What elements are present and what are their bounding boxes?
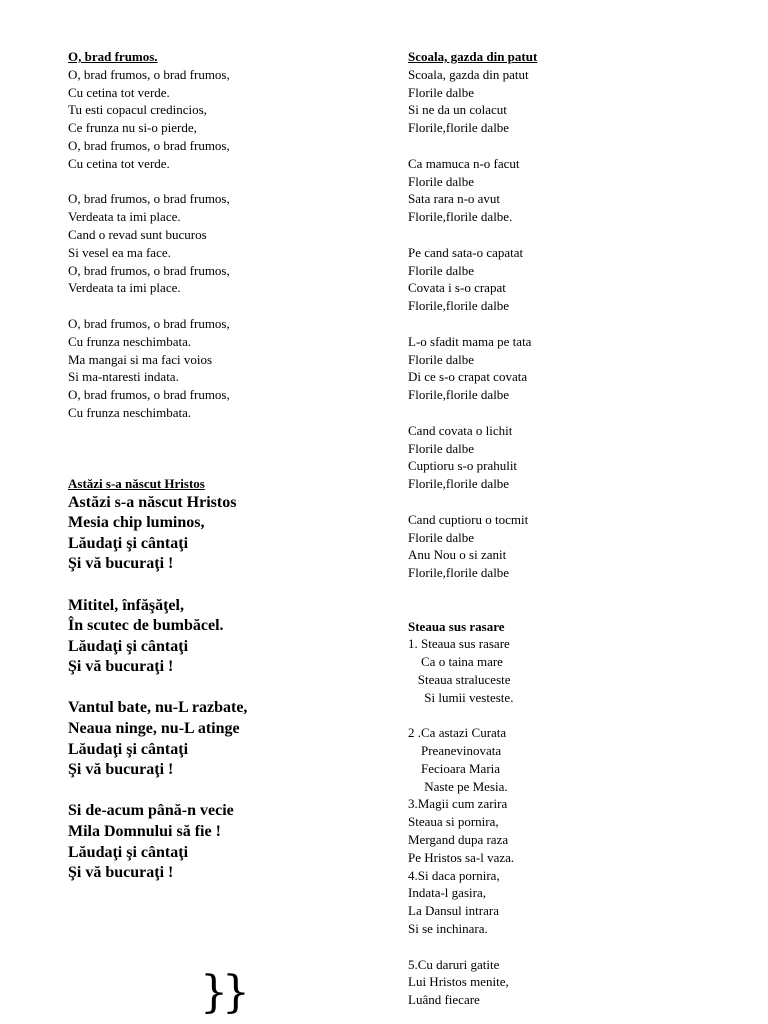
verse-line: Si ma-ntaresti indata.	[68, 369, 179, 385]
verse-line: 1. Steaua sus rasare	[408, 636, 510, 652]
stanza	[408, 511, 728, 582]
verse-line: Lăudaţi şi cântaţi	[68, 740, 189, 758]
verse-line: Şi vă bucuraţi !	[68, 658, 174, 676]
verse-line: Şi vă bucuraţi !	[68, 864, 174, 882]
verse-line: Florile,florile dalbe	[408, 120, 510, 136]
verse-line: Florile dalbe	[408, 440, 475, 456]
verse-line: Scoala, gazda din patut	[408, 66, 529, 82]
verse-line: Cand cuptioru o tocmit	[408, 511, 529, 527]
verse-line: Florile dalbe	[408, 529, 475, 545]
verse-line: Neaua ninge, nu-L atinge	[68, 720, 240, 738]
verse-line: O, brad frumos, o brad frumos,	[68, 315, 230, 331]
verse-line: Florile,florile dalbe	[408, 476, 510, 492]
stanza	[68, 190, 368, 297]
song-title: Scoala, gazda din patut	[408, 49, 538, 64]
verse-line: Steaua si pornira,	[408, 814, 499, 830]
stanza	[408, 724, 728, 938]
verse-line: Astăzi s-a născut Hristos	[68, 493, 237, 511]
song-title: Astăzi s-a născut Hristos	[68, 475, 205, 491]
verse-line: O, brad frumos, o brad frumos,	[68, 262, 230, 278]
verse-line: La Dansul intrara	[408, 903, 499, 919]
verse-line: Şi vă bucuraţi !	[68, 555, 174, 573]
verse-line: Verdeata ta imi place.	[68, 280, 181, 296]
stanza	[408, 66, 728, 137]
verse-line: Cu cetina tot verde.	[68, 155, 170, 171]
verse-line: L-o sfadit mama pe tata	[408, 333, 532, 349]
verse-line: Indata-l gasira,	[408, 885, 486, 901]
verse-line: Mititel, înfăşăţel,	[68, 596, 184, 614]
verse-line: O, brad frumos, o brad frumos,	[68, 387, 230, 403]
song-steaua-sus-rasare	[408, 618, 728, 1010]
verse-line: Vantul bate, nu-L razbate,	[68, 699, 248, 717]
stanza	[68, 801, 368, 883]
verse-line: O, brad frumos, o brad frumos,	[68, 137, 230, 153]
verse-line: Si se inchinara.	[408, 921, 488, 937]
verse-line: Cu frunza neschimbata.	[68, 333, 192, 349]
stanza	[68, 315, 368, 422]
stanza	[408, 635, 728, 706]
right-column	[408, 48, 728, 1009]
brace-marks: }}	[200, 967, 244, 1018]
verse-line: În scutec de bumbăcel.	[68, 617, 224, 635]
verse-line: 4.Si daca pornira,	[408, 867, 500, 883]
verse-line: Si de-acum până-n vecie	[68, 802, 234, 820]
verse-line: Pe Hristos sa-l vaza.	[408, 849, 515, 865]
verse-line: Di ce s-o crapat covata	[408, 369, 528, 385]
verse-line: Florile dalbe	[408, 84, 475, 100]
verse-line: Florile,florile dalbe	[408, 298, 510, 314]
song-title: O, brad frumos.	[68, 49, 158, 64]
verse-line: 3.Magii cum zarira	[408, 796, 508, 812]
verse-line: Şi vă bucuraţi !	[68, 761, 174, 779]
verse-line: Cu frunza neschimbata.	[68, 404, 192, 420]
stanza	[408, 333, 728, 404]
verse-line: O, brad frumos, o brad frumos,	[68, 66, 230, 82]
verse-line: Cand o revad sunt bucuros	[68, 226, 207, 242]
verse-line: Mesia chip luminos,	[68, 514, 205, 532]
verse-line: O, brad frumos, o brad frumos,	[68, 191, 230, 207]
verse-line: Mila Domnului să fie !	[68, 823, 221, 841]
stanza	[68, 493, 368, 575]
verse-line: 2 .Ca astazi Curata	[408, 725, 507, 741]
verse-line: Pe cand sata-o capatat	[408, 244, 524, 260]
verse-line: Naste pe Mesia.	[408, 778, 508, 794]
verse-line: 5.Cu daruri gatite	[408, 956, 500, 972]
verse-line: Cand covata o lichit	[408, 422, 513, 438]
verse-line: Tu esti copacul credincios,	[68, 102, 207, 118]
verse-line: Florile dalbe	[408, 351, 475, 367]
verse-line: Florile,florile dalbe	[408, 565, 510, 581]
verse-line: Lăudaţi şi cântaţi	[68, 637, 189, 655]
stanza	[408, 956, 728, 1009]
verse-line: Si lumii vesteste.	[408, 689, 514, 705]
left-column	[68, 48, 368, 884]
verse-line: Ma mangai si ma faci voios	[68, 351, 213, 367]
verse-line: Si vesel ea ma face.	[68, 244, 171, 260]
verse-line: Ce frunza nu si-o pierde,	[68, 120, 197, 136]
verse-line: Preanevinovata	[408, 743, 502, 759]
verse-line: Florile dalbe	[408, 262, 475, 278]
verse-line: Florile,florile dalbe.	[408, 209, 513, 225]
verse-line: Lui Hristos menite,	[408, 974, 509, 990]
verse-line: Sata rara n-o avut	[408, 191, 501, 207]
stanza	[408, 155, 728, 226]
verse-line: Covata i s-o crapat	[408, 280, 506, 296]
stanza	[408, 244, 728, 315]
song-astazi-s-a-nascut-hristos	[68, 475, 368, 884]
verse-line: Florile dalbe	[408, 173, 475, 189]
verse-line: Fecioara Maria	[408, 760, 501, 776]
verse-line: Florile,florile dalbe	[408, 387, 510, 403]
verse-line: Cu cetina tot verde.	[68, 84, 170, 100]
verse-line: Si ne da un colacut	[408, 102, 507, 118]
verse-line: Luând fiecare	[408, 992, 480, 1008]
verse-line: Lăudaţi şi cântaţi	[68, 534, 189, 552]
verse-line: Lăudaţi şi cântaţi	[68, 843, 189, 861]
stanza	[68, 66, 368, 173]
verse-line: Ca mamuca n-o facut	[408, 155, 520, 171]
verse-line: Verdeata ta imi place.	[68, 209, 181, 225]
verse-line: Ca o taina mare	[408, 654, 503, 670]
song-title: Steaua sus rasare	[408, 618, 505, 634]
verse-line: Anu Nou o si zanit	[408, 547, 507, 563]
song-o-brad-frumos	[68, 48, 368, 422]
verse-line: Cuptioru s-o prahulit	[408, 458, 518, 474]
stanza	[408, 422, 728, 493]
song-scoala-gazda	[408, 48, 728, 582]
verse-line: Mergand dupa raza	[408, 832, 509, 848]
stanza	[68, 596, 368, 678]
verse-line: Steaua straluceste	[408, 671, 511, 687]
stanza	[68, 698, 368, 780]
